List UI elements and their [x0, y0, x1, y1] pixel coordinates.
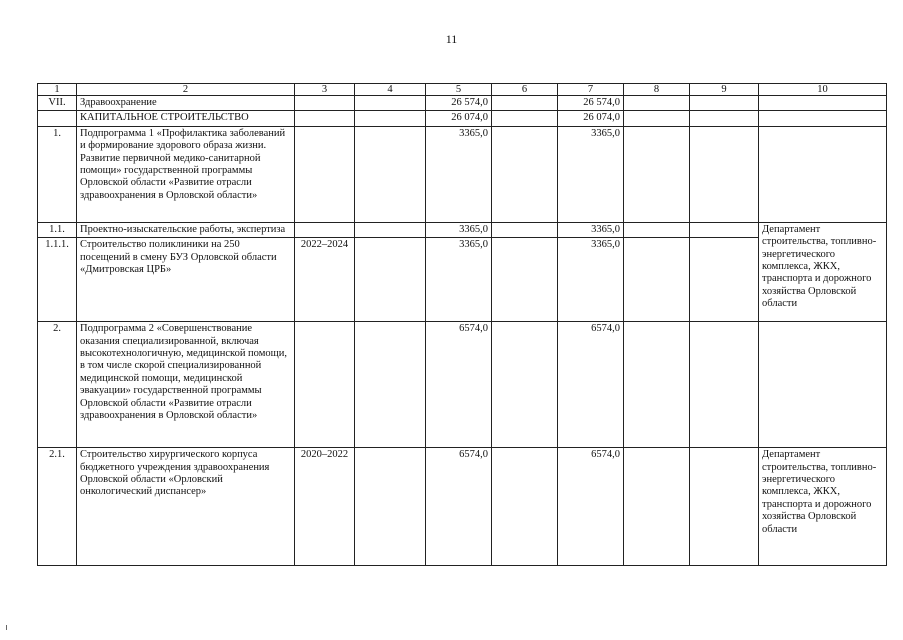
row-col5: 6574,0 — [426, 448, 492, 566]
row-col9 — [690, 126, 759, 222]
row-col7: 3365,0 — [558, 222, 624, 237]
row-col7: 3365,0 — [558, 126, 624, 222]
row-responsible — [759, 111, 887, 126]
col-header: 6 — [492, 84, 558, 96]
row-col8 — [624, 126, 690, 222]
col-header: 4 — [355, 84, 426, 96]
row-col8 — [624, 448, 690, 566]
row-col5: 3365,0 — [426, 222, 492, 237]
row-col5: 26 074,0 — [426, 111, 492, 126]
row-col6 — [492, 96, 558, 111]
row-col4 — [355, 238, 426, 322]
row-col8 — [624, 222, 690, 237]
row-col6 — [492, 448, 558, 566]
row-col7: 26 074,0 — [558, 111, 624, 126]
row-number: 1. — [38, 126, 77, 222]
row-number: 1.1. — [38, 222, 77, 237]
row-col9 — [690, 238, 759, 322]
row-name: Подпрограмма 2 «Совершенствование оказания специализированной, включая высокотехнологичную, медицинской помощи, в том числе скорой специализированной медицинской помощи, медицинской эвакуации» государственной программы Орловской области «Развитие отрасли здравоохранения в Орловской области» — [77, 322, 295, 448]
table-row — [38, 222, 887, 237]
row-period: 2020–2022 — [295, 448, 355, 566]
row-col4 — [355, 96, 426, 111]
row-number: 2.1. — [38, 448, 77, 566]
row-period — [295, 126, 355, 222]
row-col9 — [690, 111, 759, 126]
row-responsible — [759, 126, 887, 222]
row-col7: 6574,0 — [558, 322, 624, 448]
col-header: 5 — [426, 84, 492, 96]
row-col7: 26 574,0 — [558, 96, 624, 111]
row-number: VII. — [38, 96, 77, 111]
row-name: Подпрограмма 1 «Профилактика заболеваний и формирование здорового образа жизни. Развитие первичной медико-санитарной помощи» государственной программы Орловской области «Развитие отрасли здравоохранения в Орловской области» — [77, 126, 295, 222]
row-col5: 3365,0 — [426, 238, 492, 322]
row-col8 — [624, 96, 690, 111]
row-col9 — [690, 322, 759, 448]
row-number: 1.1.1. — [38, 238, 77, 322]
row-period — [295, 222, 355, 237]
row-col5: 26 574,0 — [426, 96, 492, 111]
row-col4 — [355, 126, 426, 222]
row-name: Проектно-изыскательские работы, экспертиза — [77, 222, 295, 237]
col-header: 1 — [38, 84, 77, 96]
row-col5: 3365,0 — [426, 126, 492, 222]
row-name: КАПИТАЛЬНОЕ СТРОИТЕЛЬСТВО — [77, 111, 295, 126]
row-col7: 3365,0 — [558, 238, 624, 322]
row-col6 — [492, 238, 558, 322]
header-row — [38, 84, 887, 96]
page-number: 11 — [445, 32, 458, 46]
budget-table — [37, 83, 887, 566]
table-row — [38, 322, 887, 448]
row-period — [295, 96, 355, 111]
table-row — [38, 96, 887, 111]
row-period — [295, 322, 355, 448]
row-col8 — [624, 111, 690, 126]
table-row — [38, 126, 887, 222]
col-header: 2 — [77, 84, 295, 96]
row-col6 — [492, 322, 558, 448]
row-col6 — [492, 222, 558, 237]
col-header: 7 — [558, 84, 624, 96]
table-row — [38, 448, 887, 566]
row-col4 — [355, 448, 426, 566]
row-col4 — [355, 111, 426, 126]
row-responsible — [759, 96, 887, 111]
table-row — [38, 111, 887, 126]
row-col9 — [690, 96, 759, 111]
row-responsible: Департамент строительства, топливно-энергетического комплекса, ЖКХ, транспорта и дорожного хозяйства Орловской области — [759, 222, 887, 321]
row-responsible: Департамент строительства, топливно-энергетического комплекса, ЖКХ, транспорта и дорожного хозяйства Орловской области — [759, 448, 887, 566]
row-col9 — [690, 448, 759, 566]
row-name: Здравоохранение — [77, 96, 295, 111]
row-number — [38, 111, 77, 126]
row-name: Строительство поликлиники на 250 посещений в смену БУЗ Орловской области «Дмитровская ЦРБ» — [77, 238, 295, 322]
row-col8 — [624, 322, 690, 448]
row-col6 — [492, 111, 558, 126]
col-header: 10 — [759, 84, 887, 96]
col-header: 9 — [690, 84, 759, 96]
row-col7: 6574,0 — [558, 448, 624, 566]
row-name: Строительство хирургического корпуса бюджетного учреждения здравоохранения Орловской области «Орловский онкологический диспансер» — [77, 448, 295, 566]
row-col4 — [355, 322, 426, 448]
col-header: 8 — [624, 84, 690, 96]
scan-mark — [6, 625, 7, 630]
row-col5: 6574,0 — [426, 322, 492, 448]
row-col6 — [492, 126, 558, 222]
row-col4 — [355, 222, 426, 237]
row-col8 — [624, 238, 690, 322]
row-period — [295, 111, 355, 126]
row-responsible — [759, 322, 887, 448]
row-col9 — [690, 222, 759, 237]
row-number: 2. — [38, 322, 77, 448]
row-period: 2022–2024 — [295, 238, 355, 322]
col-header: 3 — [295, 84, 355, 96]
